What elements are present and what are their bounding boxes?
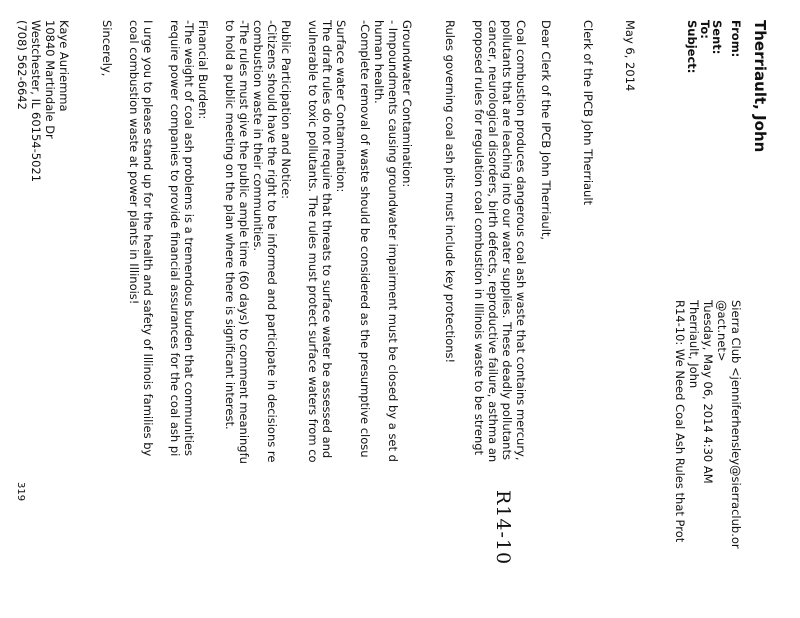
section-line: -The weight of coal ash problems is a tremendous burden that communities [182,20,196,456]
intro-line: Coal combustion produces dangerous coal ash waste that contains mercury, [514,20,528,461]
meta-value-from: Sierra Club <jenniferhensley@sierraclub.or [729,300,743,549]
signature-phone: (708) 562-6642 [15,20,29,110]
meta-value-from-cont: @act.net> [715,300,729,362]
financial-section [168,20,210,456]
section-heading: Financial Burden: [196,20,210,120]
meta-value-to: Therriault, John [687,300,701,389]
section-line: to hold a public meeting on the plan where there is significant interest. [223,20,237,430]
rules-line: Rules governing coal ash pits must include key protections! [443,20,457,364]
meta-value-sent: Tuesday, May 06, 2014 4:30 AM [701,300,715,484]
public-participation-section [223,20,293,464]
signature-city: Westchester, IL 60154-5021 [29,20,43,183]
closing-paragraph [127,20,155,456]
section-line: -Complete removal of waste should be considered as the presumptive closu [358,20,372,458]
section-line: combustion waste in their communities. [251,20,265,252]
intro-line: pollutants that are leaching into our water supplies. These deadly pollutants [500,20,514,460]
closing-line: coal combustion waste at power plants in Illinois! [127,20,141,305]
signoff: Sincerely, [100,20,114,77]
case-number: R14-10 [492,490,514,566]
salutation: Dear Clerk of the IPCB John Therriault, [539,20,553,241]
section-line: -The rules must give the public ample time (60 days) to comment meaningfu [237,20,251,464]
section-line: - Impoundments causing groundwater impairment must be closed by a set d [386,20,400,462]
closing-line: I urge you to please stand up for the health and safety of Illinois families by [141,20,155,457]
meta-value-subject: R14-10: We Need Coal Ash Rules that Prot [673,300,687,543]
section-line: human health. [372,20,386,104]
section-heading: Groundwater Contamination: [400,20,414,188]
surface-water-section [306,20,348,463]
meta-label-from: From: [729,20,743,58]
meta-label-to: To: [698,20,712,39]
signature-street: 10840 Martindale Dr [43,20,57,139]
section-heading: Surface water Contamination: [334,20,348,193]
section-line: The draft rules do not require that threats to surface water be assessed and [320,20,334,459]
signature-name: Kaye Auriemma [57,20,71,112]
meta-label-subject: Subject: [685,20,699,74]
signature-block [15,20,71,182]
groundwater-section [358,20,414,462]
letter-date: May 6, 2014 [623,20,637,92]
meta-label-sent: Sent: [710,20,724,55]
addressee: Clerk of the IPCB John Therriault [581,20,595,206]
intro-line: proposed rules for regulation coal combustion in Illinois waste to be strengt [472,20,486,456]
section-line: vulnerable to toxic pollutants. The rules must protect surface waters from co [306,20,320,463]
section-heading: Public Participation and Notice: [279,20,293,200]
intro-line: cancer, neurological disorders, birth defects, reproductive failure, asthma an [486,20,500,463]
header-name: Therriault, John [751,20,769,153]
section-line: require power companies to provide financial assurances for the coal ash pi [168,20,182,457]
intro-paragraph [472,20,528,462]
page-number: 319 [15,482,26,502]
section-line: -Citizens should have the right to be informed and participate in decisions re [265,20,279,463]
